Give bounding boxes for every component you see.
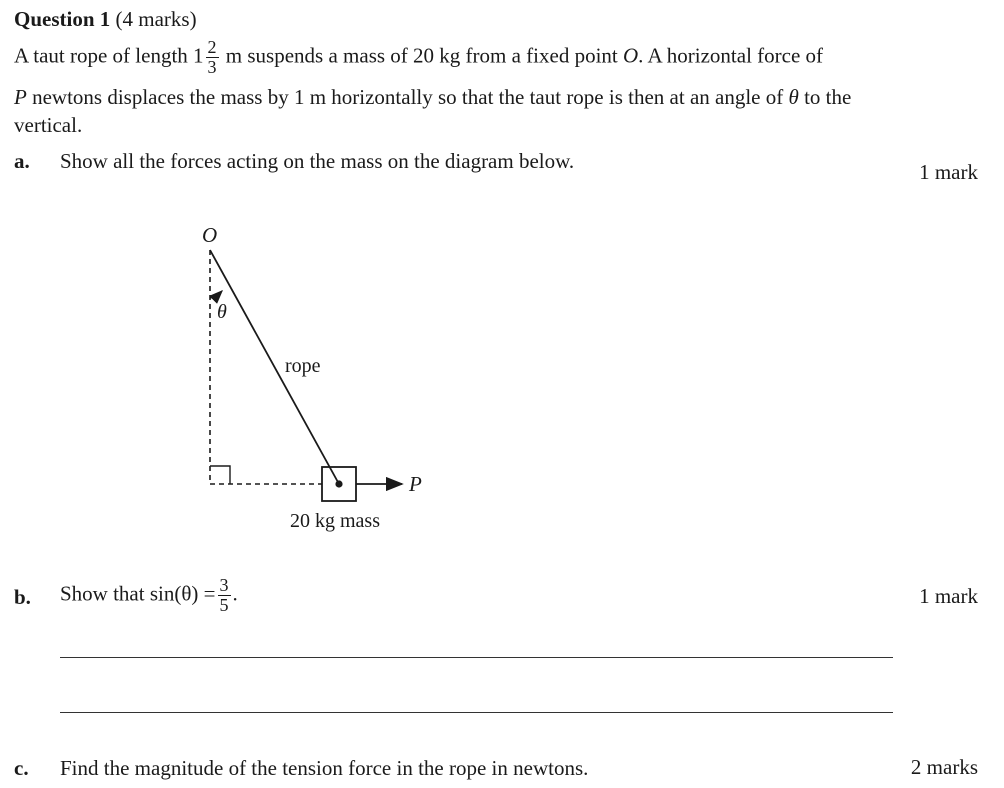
- stem-line-3: [14, 112, 82, 138]
- question-marks: (4 marks): [115, 7, 197, 31]
- point-o: O: [623, 43, 639, 68]
- stem-text: . A horizontal force of: [638, 43, 824, 68]
- theta-symbol: θ: [788, 85, 799, 109]
- part-b-fraction: [218, 576, 231, 615]
- force-p: P: [14, 85, 27, 109]
- part-b-label: b.: [14, 585, 31, 609]
- part-b-text: [60, 576, 238, 615]
- answer-line-1[interactable]: [60, 657, 893, 658]
- fraction-numerator: 3: [219, 575, 229, 595]
- label-mass: 20 kg mass: [290, 510, 380, 532]
- question-number: Question 1: [14, 7, 111, 31]
- length-fraction: [206, 38, 219, 77]
- part-c-text: Find the magnitude of the tension force in the rope in newtons.: [60, 756, 589, 780]
- mass-center-dot: [335, 480, 342, 487]
- part-b-expression: sin(θ) =: [149, 581, 216, 606]
- stem-text: to the: [798, 85, 852, 109]
- label-o: O: [202, 223, 218, 247]
- part-c-label: c.: [14, 756, 29, 780]
- answer-line-2[interactable]: [60, 712, 893, 713]
- part-b-prefix: Show that: [60, 581, 150, 606]
- question-header: [14, 6, 197, 32]
- part-a-label: a.: [14, 149, 30, 173]
- stem-text: A taut rope of length 1: [14, 43, 204, 68]
- stem-text: newtons displaces the mass by 1 m horizontally so that the taut rope is then at an angle of: [26, 85, 789, 109]
- part-a-marks: 1 mark: [919, 160, 978, 184]
- fraction-numerator: 2: [207, 37, 217, 57]
- fraction-denominator: 3: [207, 57, 217, 77]
- stem-line-1: [14, 38, 823, 77]
- label-p: P: [409, 472, 422, 496]
- angle-arc: [210, 291, 222, 298]
- right-angle-mark: [210, 466, 230, 484]
- part-b-suffix: .: [232, 581, 238, 606]
- label-theta: θ: [217, 301, 227, 323]
- part-a-text: Show all the forces acting on the mass on the diagram below.: [60, 149, 575, 173]
- stem-text: vertical.: [14, 113, 83, 137]
- force-diagram: [180, 215, 440, 535]
- label-rope: rope: [285, 355, 321, 377]
- fraction-denominator: 5: [219, 595, 229, 615]
- part-b-marks: 1 mark: [919, 584, 978, 608]
- stem-text: m suspends a mass of 20 kg from a fixed point: [220, 43, 623, 68]
- part-c-marks: 2 marks: [910, 755, 978, 779]
- stem-line-2: [14, 84, 851, 110]
